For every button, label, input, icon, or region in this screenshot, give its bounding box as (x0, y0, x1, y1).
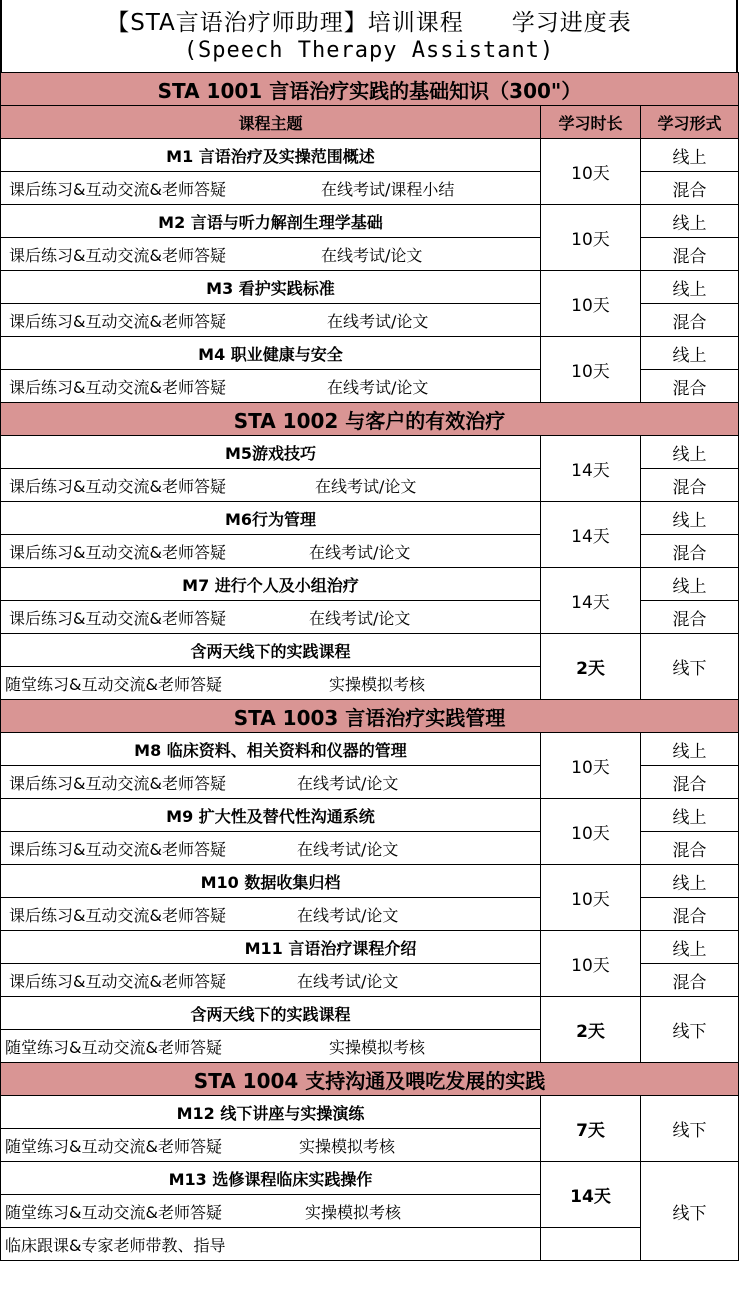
activity-practice: 随堂练习&互动交流&老师答疑 (5, 1202, 222, 1222)
activity-practice: 随堂练习&互动交流&老师答疑 (5, 674, 222, 694)
module-duration: 10天 (541, 139, 641, 205)
section-row (1, 1063, 739, 1096)
module-activities (1, 469, 541, 502)
module-activities (1, 832, 541, 865)
module-activities (1, 667, 541, 700)
format-online: 线上 (641, 865, 739, 898)
activity-assessment: 实操模拟考核 (329, 674, 426, 694)
module-duration: 10天 (541, 205, 641, 271)
module-activities (1, 601, 541, 634)
format-mixed: 混合 (641, 601, 739, 634)
table-row (1, 799, 739, 832)
format-online: 线上 (641, 139, 739, 172)
module-title: M13 选修课程临床实践操作 (1, 1162, 541, 1195)
activity-practice: 课后练习&互动交流&老师答疑 (9, 476, 226, 496)
activity-assessment: 在线考试/课程小结 (321, 179, 455, 199)
activity-assessment: 实操模拟考核 (299, 1136, 396, 1156)
format-online: 线上 (641, 568, 739, 601)
format-mixed: 混合 (641, 898, 739, 931)
module-activities (1, 172, 541, 205)
activity-practice: 随堂练习&互动交流&老师答疑 (5, 1136, 222, 1156)
header-duration: 学习时长 (541, 106, 641, 139)
format-mixed: 混合 (641, 766, 739, 799)
page-subtitle: (Speech Therapy Assistant) (183, 38, 555, 63)
table-row (1, 205, 739, 238)
activity-practice: 课后练习&互动交流&老师答疑 (9, 839, 226, 859)
activity-assessment: 实操模拟考核 (329, 1037, 426, 1057)
table-row (1, 337, 739, 370)
module-title: M10 数据收集归档 (1, 865, 541, 898)
table-row (1, 733, 739, 766)
header-format: 学习形式 (641, 106, 739, 139)
table-row (1, 997, 739, 1030)
activity-assessment: 在线考试/论文 (309, 542, 411, 562)
table-row (1, 1228, 739, 1261)
format-mixed: 混合 (641, 832, 739, 865)
module-activities (1, 535, 541, 568)
section-title: STA 1004 支持沟通及喂吃发展的实践 (1, 1063, 739, 1096)
module-title: M9 扩大性及替代性沟通系统 (1, 799, 541, 832)
module-duration: 10天 (541, 337, 641, 403)
format-online: 线上 (641, 337, 739, 370)
module-title: M3 看护实践标准 (1, 271, 541, 304)
table-row (1, 502, 739, 535)
table-row (1, 436, 739, 469)
activity-assessment: 实操模拟考核 (305, 1202, 402, 1222)
section-title: STA 1001 言语治疗实践的基础知识（300"） (1, 73, 739, 106)
format-online: 线上 (641, 733, 739, 766)
module-title: M8 临床资料、相关资料和仪器的管理 (1, 733, 541, 766)
table-row (1, 931, 739, 964)
module-title: M5游戏技巧 (1, 436, 541, 469)
activity-practice: 课后练习&互动交流&老师答疑 (9, 179, 226, 199)
activity-assessment: 在线考试/论文 (327, 311, 429, 331)
section-row (1, 403, 739, 436)
activity-assessment: 在线考试/论文 (321, 245, 423, 265)
format-mixed: 混合 (641, 304, 739, 337)
schedule-table (0, 72, 739, 1261)
activity-assessment: 在线考试/论文 (297, 905, 399, 925)
table-row (1, 1162, 739, 1195)
format-mixed: 混合 (641, 238, 739, 271)
module-activities (1, 766, 541, 799)
activity-practice: 课后练习&互动交流&老师答疑 (9, 542, 226, 562)
module-activities (1, 898, 541, 931)
header-row (1, 106, 739, 139)
section-title: STA 1002 与客户的有效治疗 (1, 403, 739, 436)
module-duration: 2天 (541, 997, 641, 1063)
section-title: STA 1003 言语治疗实践管理 (1, 700, 739, 733)
module-title: M12 线下讲座与实操演练 (1, 1096, 541, 1129)
module-activities (1, 1129, 541, 1162)
module-activities (1, 370, 541, 403)
table-row (1, 865, 739, 898)
title-block (0, 0, 738, 72)
format-online: 线上 (641, 205, 739, 238)
module-title: 含两天线下的实践课程 (1, 634, 541, 667)
module-title: M4 职业健康与安全 (1, 337, 541, 370)
module-duration: 14天 (541, 1162, 641, 1228)
module-title: M1 言语治疗及实操范围概述 (1, 139, 541, 172)
activity-assessment: 在线考试/论文 (297, 971, 399, 991)
module-activities (1, 964, 541, 997)
format-offline: 线下 (641, 1096, 739, 1162)
module-title: M7 进行个人及小组治疗 (1, 568, 541, 601)
activity-practice: 课后练习&互动交流&老师答疑 (9, 971, 226, 991)
format-online: 线上 (641, 931, 739, 964)
section-row (1, 73, 739, 106)
module-title: 含两天线下的实践课程 (1, 997, 541, 1030)
module-extra-activity: 临床跟课&专家老师带教、指导 (1, 1228, 541, 1261)
format-mixed: 混合 (641, 370, 739, 403)
format-online: 线上 (641, 502, 739, 535)
format-online: 线上 (641, 271, 739, 304)
header-topic: 课程主题 (1, 106, 541, 139)
activity-practice: 随堂练习&互动交流&老师答疑 (5, 1037, 222, 1057)
module-duration: 10天 (541, 271, 641, 337)
format-mixed: 混合 (641, 172, 739, 205)
page-title: 【STA言语治疗师助理】培训课程 学习进度表 (106, 10, 632, 36)
activity-practice: 课后练习&互动交流&老师答疑 (9, 905, 226, 925)
format-offline: 线下 (641, 634, 739, 700)
format-online: 线上 (641, 436, 739, 469)
module-duration: 14天 (541, 568, 641, 634)
module-activities (1, 304, 541, 337)
module-title: M11 言语治疗课程介绍 (1, 931, 541, 964)
module-duration: 10天 (541, 931, 641, 997)
activity-assessment: 在线考试/论文 (297, 773, 399, 793)
section-row (1, 700, 739, 733)
format-mixed: 混合 (641, 964, 739, 997)
empty-cell (541, 1228, 641, 1261)
module-duration: 14天 (541, 436, 641, 502)
activity-assessment: 在线考试/论文 (297, 839, 399, 859)
format-mixed: 混合 (641, 535, 739, 568)
module-activities (1, 238, 541, 271)
activity-practice: 课后练习&互动交流&老师答疑 (9, 377, 226, 397)
module-title: M6行为管理 (1, 502, 541, 535)
activity-assessment: 在线考试/论文 (327, 377, 429, 397)
module-activities (1, 1030, 541, 1063)
table-row (1, 1096, 739, 1129)
module-duration: 10天 (541, 733, 641, 799)
module-duration: 10天 (541, 799, 641, 865)
format-offline: 线下 (641, 997, 739, 1063)
activity-practice: 课后练习&互动交流&老师答疑 (9, 608, 226, 628)
module-duration: 7天 (541, 1096, 641, 1162)
activity-assessment: 在线考试/论文 (315, 476, 417, 496)
format-online: 线上 (641, 799, 739, 832)
activity-practice: 课后练习&互动交流&老师答疑 (9, 311, 226, 331)
module-title: M2 言语与听力解剖生理学基础 (1, 205, 541, 238)
activity-practice: 课后练习&互动交流&老师答疑 (9, 773, 226, 793)
table-row (1, 139, 739, 172)
activity-assessment: 在线考试/论文 (309, 608, 411, 628)
module-duration: 14天 (541, 502, 641, 568)
module-activities (1, 1195, 541, 1228)
format-mixed: 混合 (641, 469, 739, 502)
table-row (1, 634, 739, 667)
table-row (1, 568, 739, 601)
module-duration: 2天 (541, 634, 641, 700)
table-row (1, 271, 739, 304)
module-duration: 10天 (541, 865, 641, 931)
activity-practice: 课后练习&互动交流&老师答疑 (9, 245, 226, 265)
format-offline: 线下 (641, 1162, 739, 1261)
